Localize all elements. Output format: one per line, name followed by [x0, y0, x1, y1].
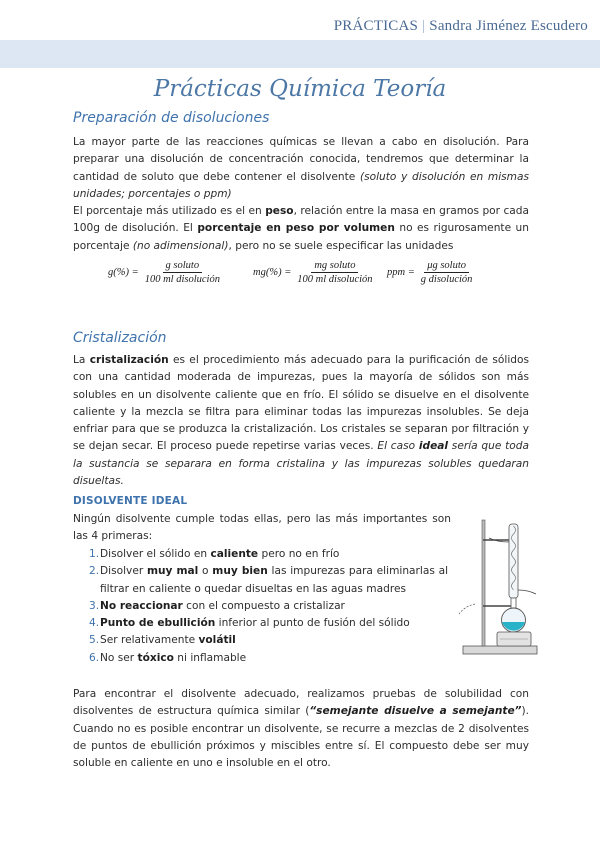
text-run: las impurezas para eliminarlas al filtrar en caliente o quedar disueltas en las aguas madres [100, 565, 449, 595]
list-number: 2. [89, 565, 100, 578]
bold-run: Punto de ebullición [100, 617, 216, 630]
text-run: La [73, 354, 90, 366]
paragraph-disolvente-intro: Ningún disolvente cumple todas ellas, pero las más importantes son las 4 primeras: [73, 513, 451, 543]
requirements-list [73, 546, 448, 667]
header-band [0, 40, 600, 68]
bold-run: peso [265, 205, 294, 217]
hose [459, 604, 475, 614]
bold-run: No reaccionar [100, 599, 183, 612]
list-number: 1. [89, 548, 100, 560]
text-run: pero no en frío [258, 548, 340, 560]
stand-base [463, 646, 537, 654]
list-number: 3. [89, 599, 100, 612]
text-run: Disolver [100, 565, 147, 578]
paragraph-cristalizacion [73, 352, 529, 490]
list-item [73, 598, 448, 615]
list-number: 4. [89, 617, 100, 630]
paragraph-disolvente-final [73, 686, 529, 772]
list-number: 6. [89, 651, 100, 664]
formula-denominator: g disolución [420, 274, 473, 285]
list-item [73, 563, 448, 598]
formula-numerator: g soluto [163, 260, 203, 273]
text-run: La mayor parte de las reacciones químicas se llevan a cabo en disolución. Para preparar una disolución de concentración conocida, tendremos que determinar la cantidad de soluto que debe contener el disolvente [73, 136, 529, 183]
italic-run: (no adimensional) [132, 239, 229, 252]
text-run: es el procedimiento más adecuado para la purificación de sólidos con una cantidad moderada de impurezas, pues la mayoría de sólidos son más solubles en un disolvente caliente que en frío. El sólido se disuelve en el disolvente caliente y la mezcla se filtra para eliminar todas las impurezas insolubles. Se deja enfriar para que se produzca la cristalización. Los cristales se separan por filtración y se dejan secar. El proceso puede repetirse varias veces. [73, 354, 529, 453]
heading-cristalizacion: Cristalización [73, 330, 167, 346]
bold-run: muy mal [146, 565, 199, 578]
list-number: 5. [89, 634, 100, 647]
flask-neck [511, 598, 516, 608]
italic-run: (soluto y disolución en mismas unidades; porcentajes o ppm) [73, 170, 529, 200]
italic-run: sería que toda la sustancia se separara en forma cristalina y las impurezas solubles quedaran disueltas. [73, 440, 529, 488]
text-run: inferior al punto de fusión del sólido [215, 617, 410, 630]
bold-run: caliente [210, 548, 259, 560]
stand-rod [482, 520, 485, 646]
text-run: con el compuesto a cristalizar [182, 599, 345, 612]
text-run: , pero no se suele especificar las unidades [228, 239, 454, 252]
text-run: , relación entre la masa en gramos por cada 100g de disolución. El [73, 205, 529, 235]
text-run: Para encontrar el disolvente adecuado, realizamos pruebas de solubilidad con disolventes de estructura química similar ( [73, 688, 529, 718]
formula-lhs: mg(%) = [253, 267, 292, 278]
bold-run: muy bien [212, 565, 268, 578]
page-title: Prácticas Química Teoría [153, 76, 447, 102]
text-run: El porcentaje más utilizado es el en [73, 205, 266, 217]
bold-italic-run: ideal [418, 440, 449, 453]
text-run: Ser relativamente [100, 634, 199, 647]
paragraph-disoluciones-2 [73, 203, 529, 255]
formula-denominator: 100 ml disolución [144, 274, 220, 285]
text-run: ni inflamable [173, 651, 247, 664]
text-run: no es rigurosamente un porcentaje [73, 222, 529, 252]
list-item [73, 632, 448, 649]
italic-run: El caso [377, 440, 419, 453]
bold-run: porcentaje en peso por volumen [197, 222, 395, 235]
formula-g-percent [108, 260, 223, 285]
formula-fraction [142, 260, 223, 285]
text-run: Disolver el sólido en [100, 548, 211, 560]
formula-fraction [418, 260, 476, 285]
bold-run: cristalización [89, 354, 169, 366]
formula-ppm [387, 260, 475, 285]
header-section: PRÁCTICAS [333, 18, 419, 34]
bold-run: tóxico [137, 651, 174, 664]
list-item [73, 615, 448, 632]
reflux-apparatus-illustration [455, 512, 543, 660]
condenser [509, 524, 518, 598]
header-author: Sandra Jiménez Escudero [429, 18, 588, 34]
heading-disoluciones: Preparación de disoluciones [73, 110, 270, 126]
bold-run: volátil [198, 634, 236, 647]
text-run: o [198, 565, 213, 578]
water-inlet [518, 590, 536, 594]
formula-numerator: μg soluto [424, 260, 469, 273]
list-item [73, 546, 448, 563]
heading-disolvente-ideal: DISOLVENTE IDEAL [73, 495, 188, 507]
formula-mg-percent [253, 260, 376, 285]
bold-italic-run: “semejante disuelve a semejante” [309, 705, 522, 718]
paragraph-disoluciones-1 [73, 134, 529, 203]
header-separator: | [422, 18, 426, 34]
text-run: ). Cuando no es posible encontrar un disolvente, se recurre a mezclas de 2 disolventes de puntos de ebullición próximos y miscibles entre sí. El compuesto debe ser muy soluble en caliente en uno e insoluble en el otro. [73, 705, 530, 770]
formula-fraction [294, 260, 375, 285]
list-item [73, 650, 448, 667]
text-run: No ser [100, 651, 138, 664]
page-header [334, 18, 588, 35]
formula-lhs: g(%) = [108, 267, 139, 278]
formula-denominator: 100 ml disolución [297, 274, 373, 285]
formula-numerator: mg soluto [311, 260, 358, 273]
formula-lhs: ppm = [387, 267, 415, 278]
